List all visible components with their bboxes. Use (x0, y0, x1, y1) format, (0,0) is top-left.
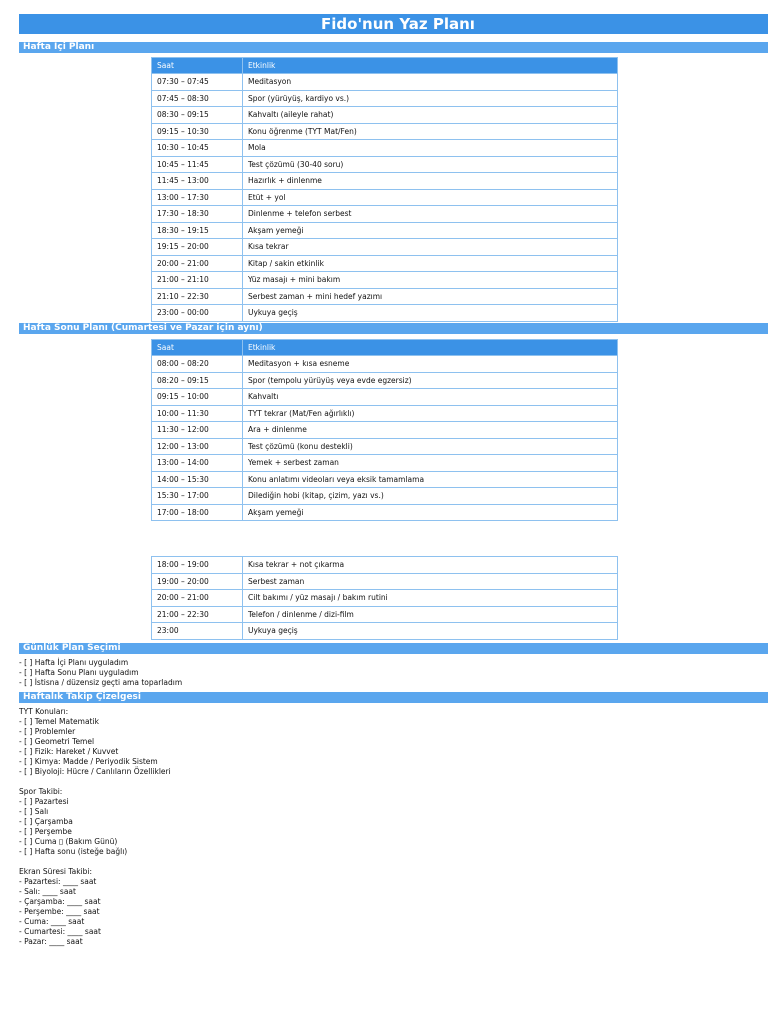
time-cell: 13:00 – 14:00 (152, 455, 243, 472)
table-header-row (152, 58, 618, 74)
col-time-header: Saat (152, 340, 243, 356)
page-title: Fido'nun Yaz Planı (19, 14, 768, 34)
list-item: - [ ] Geometri Temel (19, 737, 95, 746)
table-row (152, 488, 618, 505)
time-cell: 07:30 – 07:45 (152, 74, 243, 91)
time-cell: 11:45 – 13:00 (152, 173, 243, 190)
time-cell: 08:20 – 09:15 (152, 372, 243, 389)
table-row (152, 305, 618, 322)
activity-cell: Serbest zaman (243, 573, 618, 590)
activity-cell: Test çözümü (konu destekli) (243, 438, 618, 455)
table-row (152, 471, 618, 488)
activity-cell: Kahvaltı (aileyle rahat) (243, 107, 618, 124)
activity-cell: TYT tekrar (Mat/Fen ağırlıklı) (243, 405, 618, 422)
table-row (152, 189, 618, 206)
activity-cell: Test çözümü (30-40 soru) (243, 156, 618, 173)
list-item: - [ ] Hafta İçi Planı uyguladım (19, 658, 129, 667)
table-row (152, 422, 618, 439)
list-item: - Perşembe: ____ saat (19, 907, 100, 916)
weekend-table-continued (151, 556, 618, 640)
time-cell: 19:15 – 20:00 (152, 239, 243, 256)
activity-cell: Meditasyon + kısa esneme (243, 356, 618, 373)
time-cell: 14:00 – 15:30 (152, 471, 243, 488)
time-cell: 08:30 – 09:15 (152, 107, 243, 124)
sport-title: Spor Takibi: (19, 787, 63, 796)
weekend-heading: Hafta Sonu Planı (Cumartesi ve Pazar için aynı) (19, 323, 768, 334)
tyt-list (19, 717, 171, 777)
activity-cell: Kısa tekrar + not çıkarma (243, 557, 618, 574)
table-row (152, 90, 618, 107)
activity-cell: Yemek + serbest zaman (243, 455, 618, 472)
activity-cell: Akşam yemeği (243, 222, 618, 239)
col-activity-header: Etkinlik (243, 340, 618, 356)
activity-cell: Dinlenme + telefon serbest (243, 206, 618, 223)
time-cell: 21:10 – 22:30 (152, 288, 243, 305)
activity-cell: Spor (tempolu yürüyüş veya evde egzersiz) (243, 372, 618, 389)
time-cell: 21:00 – 22:30 (152, 606, 243, 623)
activity-cell: Serbest zaman + mini hedef yazımı (243, 288, 618, 305)
time-cell: 18:30 – 19:15 (152, 222, 243, 239)
activity-cell: Kahvaltı (243, 389, 618, 406)
table-row (152, 239, 618, 256)
time-cell: 17:30 – 18:30 (152, 206, 243, 223)
list-item: - Pazartesi: ____ saat (19, 877, 97, 886)
time-cell: 10:45 – 11:45 (152, 156, 243, 173)
sport-list (19, 797, 171, 857)
activity-cell: Etüt + yol (243, 189, 618, 206)
list-item: - [ ] Perşembe (19, 827, 72, 836)
table-row (152, 222, 618, 239)
activity-cell: Telefon / dinlenme / dizi-film (243, 606, 618, 623)
activity-cell: Kitap / sakin etkinlik (243, 255, 618, 272)
list-item: - [ ] Temel Matematik (19, 717, 99, 726)
tyt-title: TYT Konuları: (19, 707, 69, 716)
time-cell: 23:00 (152, 623, 243, 640)
time-cell: 10:00 – 11:30 (152, 405, 243, 422)
weekday-table (151, 57, 618, 322)
col-activity-header: Etkinlik (243, 58, 618, 74)
table-row (152, 557, 618, 574)
list-item: - [ ] Problemler (19, 727, 76, 736)
time-cell: 10:30 – 10:45 (152, 140, 243, 157)
table-row (152, 288, 618, 305)
activity-cell: Hazırlık + dinlenme (243, 173, 618, 190)
list-item: - [ ] Biyoloji: Hücre / Canlıların Özellikleri (19, 767, 171, 776)
time-cell: 20:00 – 21:00 (152, 255, 243, 272)
screen-title: Ekran Süresi Takibi: (19, 867, 93, 876)
list-item: - [ ] Hafta Sonu Planı uyguladım (19, 668, 139, 677)
table-row (152, 140, 618, 157)
table-row (152, 372, 618, 389)
activity-cell: Mola (243, 140, 618, 157)
list-item: - [ ] Pazartesi (19, 797, 69, 806)
time-cell: 18:00 – 19:00 (152, 557, 243, 574)
list-item: - [ ] İstisna / düzensiz geçti ama toparladım (19, 678, 183, 687)
time-cell: 15:30 – 17:00 (152, 488, 243, 505)
list-item: - [ ] Kimya: Madde / Periyodik Sistem (19, 757, 158, 766)
activity-cell: Yüz masajı + mini bakım (243, 272, 618, 289)
time-cell: 09:15 – 10:00 (152, 389, 243, 406)
time-cell: 13:00 – 17:30 (152, 189, 243, 206)
activity-cell: Konu öğrenme (TYT Mat/Fen) (243, 123, 618, 140)
table-row (152, 107, 618, 124)
list-item: - [ ] Cuma ▯ (Bakım Günü) (19, 837, 118, 846)
table-row (152, 623, 618, 640)
table-row (152, 255, 618, 272)
activity-cell: Meditasyon (243, 74, 618, 91)
list-item: - Cumartesi: ____ saat (19, 927, 101, 936)
activity-cell: Konu anlatımı videoları veya eksik tamamlama (243, 471, 618, 488)
weekly-tracker (19, 707, 171, 947)
weekend-table (151, 339, 618, 521)
daily-heading: Günlük Plan Seçimi (19, 643, 768, 654)
screen-list (19, 877, 171, 947)
table-row (152, 123, 618, 140)
table-row (152, 206, 618, 223)
list-item: - Pazar: ____ saat (19, 937, 83, 946)
table-row (152, 606, 618, 623)
table-row (152, 74, 618, 91)
time-cell: 17:00 – 18:00 (152, 504, 243, 521)
time-cell: 21:00 – 21:10 (152, 272, 243, 289)
time-cell: 12:00 – 13:00 (152, 438, 243, 455)
list-item: - Çarşamba: ____ saat (19, 897, 101, 906)
table-row (152, 438, 618, 455)
activity-cell: Ara + dinlenme (243, 422, 618, 439)
time-cell: 23:00 – 00:00 (152, 305, 243, 322)
activity-cell: Akşam yemeği (243, 504, 618, 521)
weekly-heading: Haftalık Takip Çizelgesi (19, 692, 768, 703)
list-item: - [ ] Çarşamba (19, 817, 73, 826)
list-item: - [ ] Fizik: Hareket / Kuvvet (19, 747, 119, 756)
table-row (152, 590, 618, 607)
table-row (152, 455, 618, 472)
table-row (152, 405, 618, 422)
activity-cell: Dilediğin hobi (kitap, çizim, yazı vs.) (243, 488, 618, 505)
table-row (152, 173, 618, 190)
list-item: - [ ] Salı (19, 807, 49, 816)
table-row (152, 504, 618, 521)
table-header-row (152, 340, 618, 356)
activity-cell: Spor (yürüyüş, kardiyo vs.) (243, 90, 618, 107)
table-row (152, 573, 618, 590)
weekday-heading: Hafta İçi Planı (19, 42, 768, 53)
list-item: - Salı: ____ saat (19, 887, 76, 896)
activity-cell: Kısa tekrar (243, 239, 618, 256)
table-row (152, 389, 618, 406)
time-cell: 07:45 – 08:30 (152, 90, 243, 107)
col-time-header: Saat (152, 58, 243, 74)
daily-checklist (19, 658, 182, 688)
activity-cell: Uykuya geçiş (243, 623, 618, 640)
time-cell: 09:15 – 10:30 (152, 123, 243, 140)
table-row (152, 356, 618, 373)
list-item: - [ ] Hafta sonu (isteğe bağlı) (19, 847, 128, 856)
time-cell: 19:00 – 20:00 (152, 573, 243, 590)
table-row (152, 272, 618, 289)
time-cell: 20:00 – 21:00 (152, 590, 243, 607)
list-item: - Cuma: ____ saat (19, 917, 85, 926)
time-cell: 08:00 – 08:20 (152, 356, 243, 373)
activity-cell: Uykuya geçiş (243, 305, 618, 322)
table-row (152, 156, 618, 173)
time-cell: 11:30 – 12:00 (152, 422, 243, 439)
activity-cell: Cilt bakımı / yüz masajı / bakım rutini (243, 590, 618, 607)
